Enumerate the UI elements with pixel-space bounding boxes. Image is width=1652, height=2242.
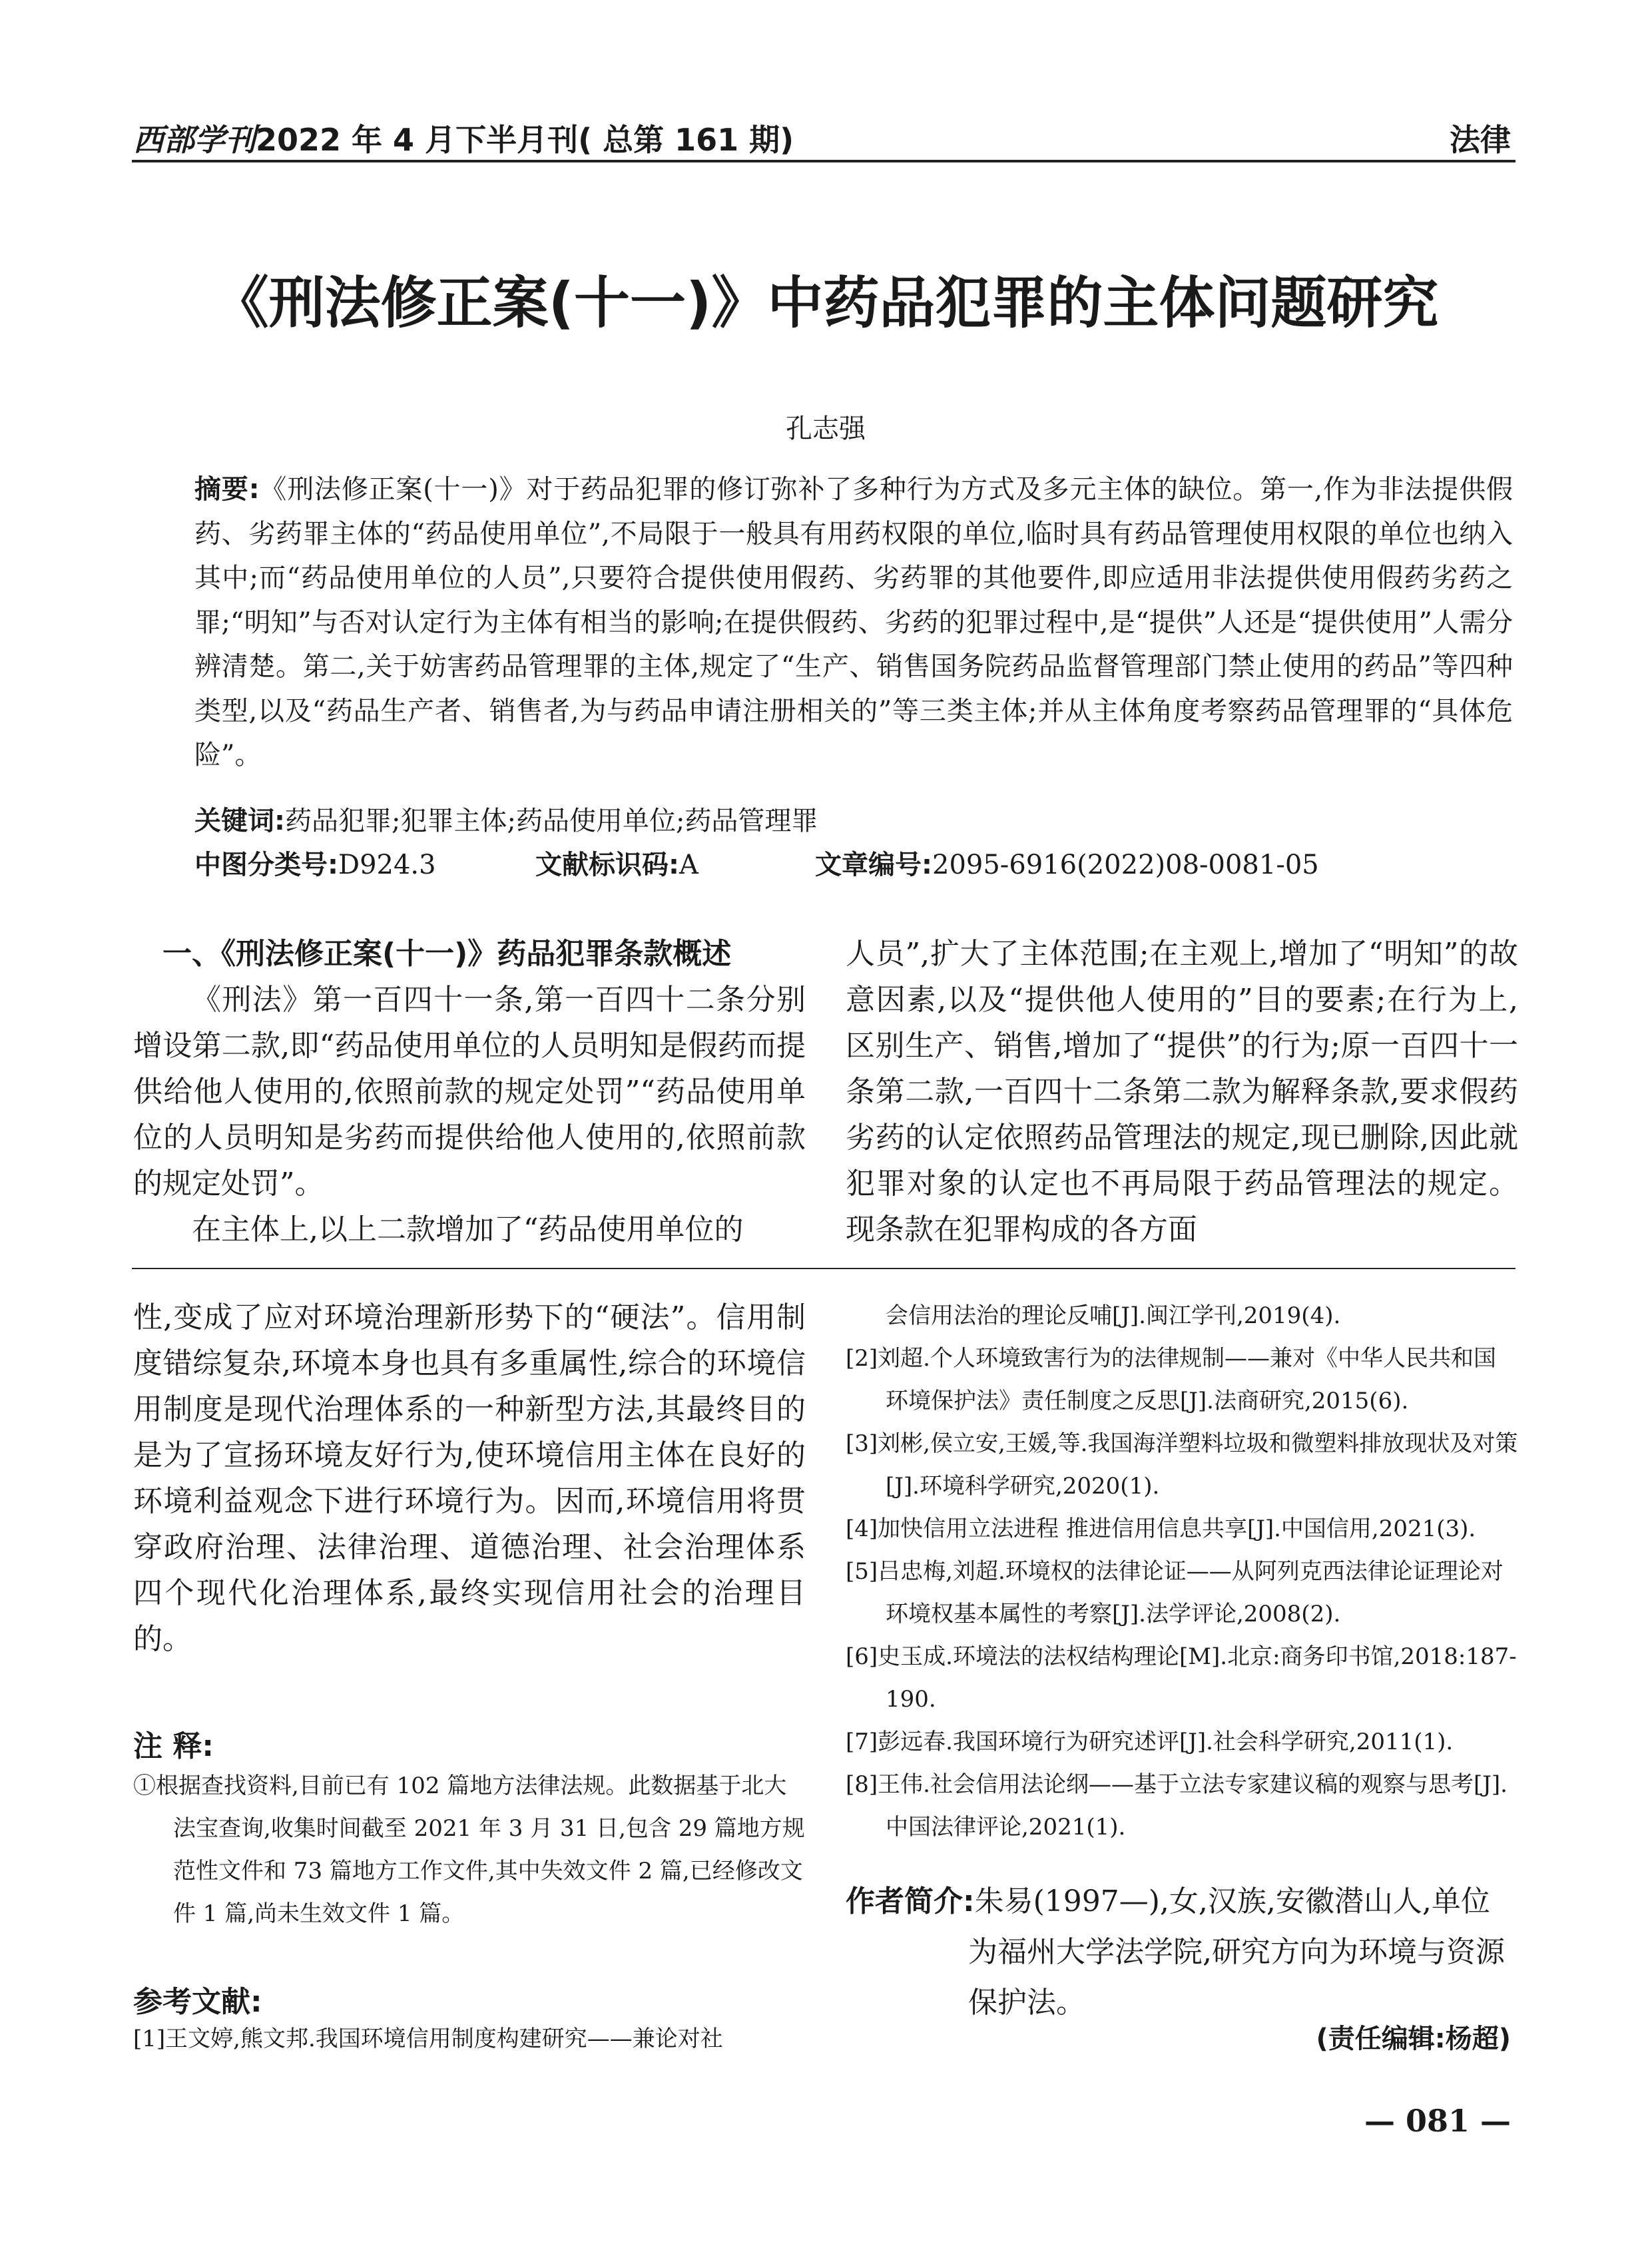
article-no-field bbox=[815, 843, 1319, 887]
section-heading: 一、《刑法修正案(十一)》药品犯罪条款概述 bbox=[162, 937, 732, 971]
header-rule bbox=[132, 160, 1515, 162]
issue-info: 2022 年 4 月下半月刊( 总第 161 期) bbox=[256, 122, 794, 158]
responsible-editor: (责任编辑:杨超) bbox=[1316, 2024, 1511, 2054]
bio-content: 朱易(1997—),女,汉族,安徽潜山人,单位为福州大学法学院,研究方向为环境与资源保护法。 bbox=[968, 1884, 1505, 2020]
body-left-column bbox=[133, 931, 806, 1253]
section-label: 法律 bbox=[1450, 122, 1511, 158]
clc-value: D924.3 bbox=[338, 850, 436, 880]
reference-item-1: [1]王文婷,熊文邦.我国环境信用制度构建研究——兼论对社 bbox=[133, 2026, 723, 2052]
prev-article-body bbox=[133, 1294, 806, 1662]
body-paragraph: 性,变成了应对环境治理新形势下的“硬法”。信用制度错综复杂,环境本身也具有多重属性,综合的环境信用制度是现代治理体系的一种新型方法,其最终目的是为了宣扬环境友好行为,使环境信用主体在良好的环境利益观念下进行环境行为。因而,环境信用将贯穿政府治理、法律治理、道德治理、社会治理体系四个现代化治理体系,最终实现信用社会的治理目的。 bbox=[133, 1300, 806, 1656]
running-header bbox=[133, 116, 794, 160]
reference-item: [7]彭远春.我国环境行为研究述评[J].社会科学研究,2011(1). bbox=[846, 1729, 1454, 1755]
keywords-label: 关键词: bbox=[194, 806, 285, 836]
notes-heading: 注 释: bbox=[133, 1729, 214, 1763]
keywords: 药品犯罪;犯罪主体;药品使用单位;药品管理罪 bbox=[285, 806, 818, 836]
body-right-column bbox=[846, 931, 1518, 1253]
references-list bbox=[846, 1294, 1518, 1848]
clc-label: 中图分类号: bbox=[194, 850, 338, 880]
article-no-value: 2095-6916(2022)08-0081-05 bbox=[932, 850, 1319, 880]
classification-row bbox=[194, 843, 1319, 887]
author-bio-text bbox=[846, 1876, 1518, 2028]
keywords-row bbox=[194, 799, 1319, 843]
reference-item: [8]王伟.社会信用法论纲——基于立法专家建议稿的观察与思考[J].中国法律评论,2021(1). bbox=[846, 1771, 1508, 1840]
reference-continuation: 会信用法治的理论反哺[J].闽江学刊,2019(4). bbox=[886, 1302, 1341, 1329]
body-paragraph: 《刑法》第一百四十一条,第一百四十二条分别增设第二款,即“药品使用单位的人员明知是假药而提供给他人使用的,依照前款的规定处罚”“药品使用单位的人员明知是劣药而提供给他人使用的,依照前款的规定处罚”。 bbox=[133, 983, 806, 1201]
reference-item: [3]刘彬,侯立安,王媛,等.我国海洋塑料垃圾和微塑料排放现状及对策[J].环境科学研究,2020(1). bbox=[846, 1430, 1518, 1500]
clc-field bbox=[194, 843, 535, 887]
references-heading: 参考文献: bbox=[133, 1985, 262, 2019]
reference-item: [6]史玉成.环境法的法权结构理论[M].北京:商务印书馆,2018:187-190. bbox=[846, 1643, 1517, 1713]
reference-item: [4]加快信用立法进程 推进信用信息共享[J].中国信用,2021(3). bbox=[846, 1516, 1476, 1542]
doc-code-field bbox=[535, 843, 815, 887]
author-bio bbox=[846, 1876, 1518, 2028]
note-item: ①根据查找资料,目前已有 102 篇地方法律法规。此数据基于北大法宝查询,收集时间截至 2021 年 3 月 31 日,包含 29 篇地方规范性文件和 73 篇地方工作文件,其中失效文件 2 篇,已经修改文件 1 篇,尚未生效文件 1 篇。 bbox=[133, 1773, 805, 1927]
abstract-text: 《刑法修正案(十一)》对于药品犯罪的修订弥补了多种行为方式及多元主体的缺位。第一,作为非法提供假药、劣药罪主体的“药品使用单位”,不局限于一般具有用药权限的单位,临时具有药品管理使用权限的单位也纳入其中;而“药品使用单位的人员”,只要符合提供使用假药、劣药罪的其他要件,即应适用非法提供使用假药劣药之罪;“明知”与否对认定行为主体有相当的影响;在提供假药、劣药的犯罪过程中,是“提供”人还是“提供使用”人需分辨清楚。第二,关于妨害药品管理罪的主体,规定了“生产、销售国务院药品监督管理部门禁止使用的药品”等四种类型,以及“药品生产者、销售者,为与药品申请注册相关的”等三类主体;并从主体角度考察药品管理罪的“具体危险”。 bbox=[194, 474, 1513, 770]
journal-logo: 西部学刊 bbox=[133, 122, 256, 158]
reference-item: [5]吕忠梅,刘超.环境权的法律论证——从阿列克西法律论证理论对环境权基本属性的考察[J].法学评论,2008(2). bbox=[846, 1558, 1504, 1627]
reference-item: [2]刘超.个人环境致害行为的法律规制——兼对《中华人民共和国环境保护法》责任制度之反思[J].法商研究,2015(6). bbox=[846, 1345, 1496, 1414]
abstract-label: 摘要: bbox=[194, 474, 260, 505]
doc-code-value: A bbox=[679, 850, 698, 880]
body-paragraph: 在主体上,以上二款增加了“药品使用单位的 bbox=[192, 1213, 744, 1247]
bio-label: 作者简介: bbox=[846, 1884, 975, 1918]
page-number: — 081 — bbox=[1364, 2103, 1511, 2139]
notes-list bbox=[133, 1765, 806, 1935]
article-title: 《刑法修正案(十一)》中药品犯罪的主体问题研究 bbox=[212, 270, 1439, 336]
section-divider bbox=[132, 1268, 1515, 1269]
author-name: 孔志强 bbox=[786, 414, 866, 444]
article-meta bbox=[194, 799, 1319, 887]
abstract bbox=[194, 467, 1513, 778]
body-paragraph: 人员”,扩大了主体范围;在主观上,增加了“明知”的故意因素,以及“提供他人使用的”目的要素;在行为上,区别生产、销售,增加了“提供”的行为;原一百四十一条第二款,一百四十二条第二款为解释条款,要求假药劣药的认定依照药品管理法的规定,现已删除,因此就犯罪对象的认定也不再局限于药品管理法的规定。现条款在犯罪构成的各方面 bbox=[846, 937, 1518, 1247]
article-no-label: 文章编号: bbox=[815, 850, 932, 880]
doc-code-label: 文献标识码: bbox=[535, 850, 679, 880]
